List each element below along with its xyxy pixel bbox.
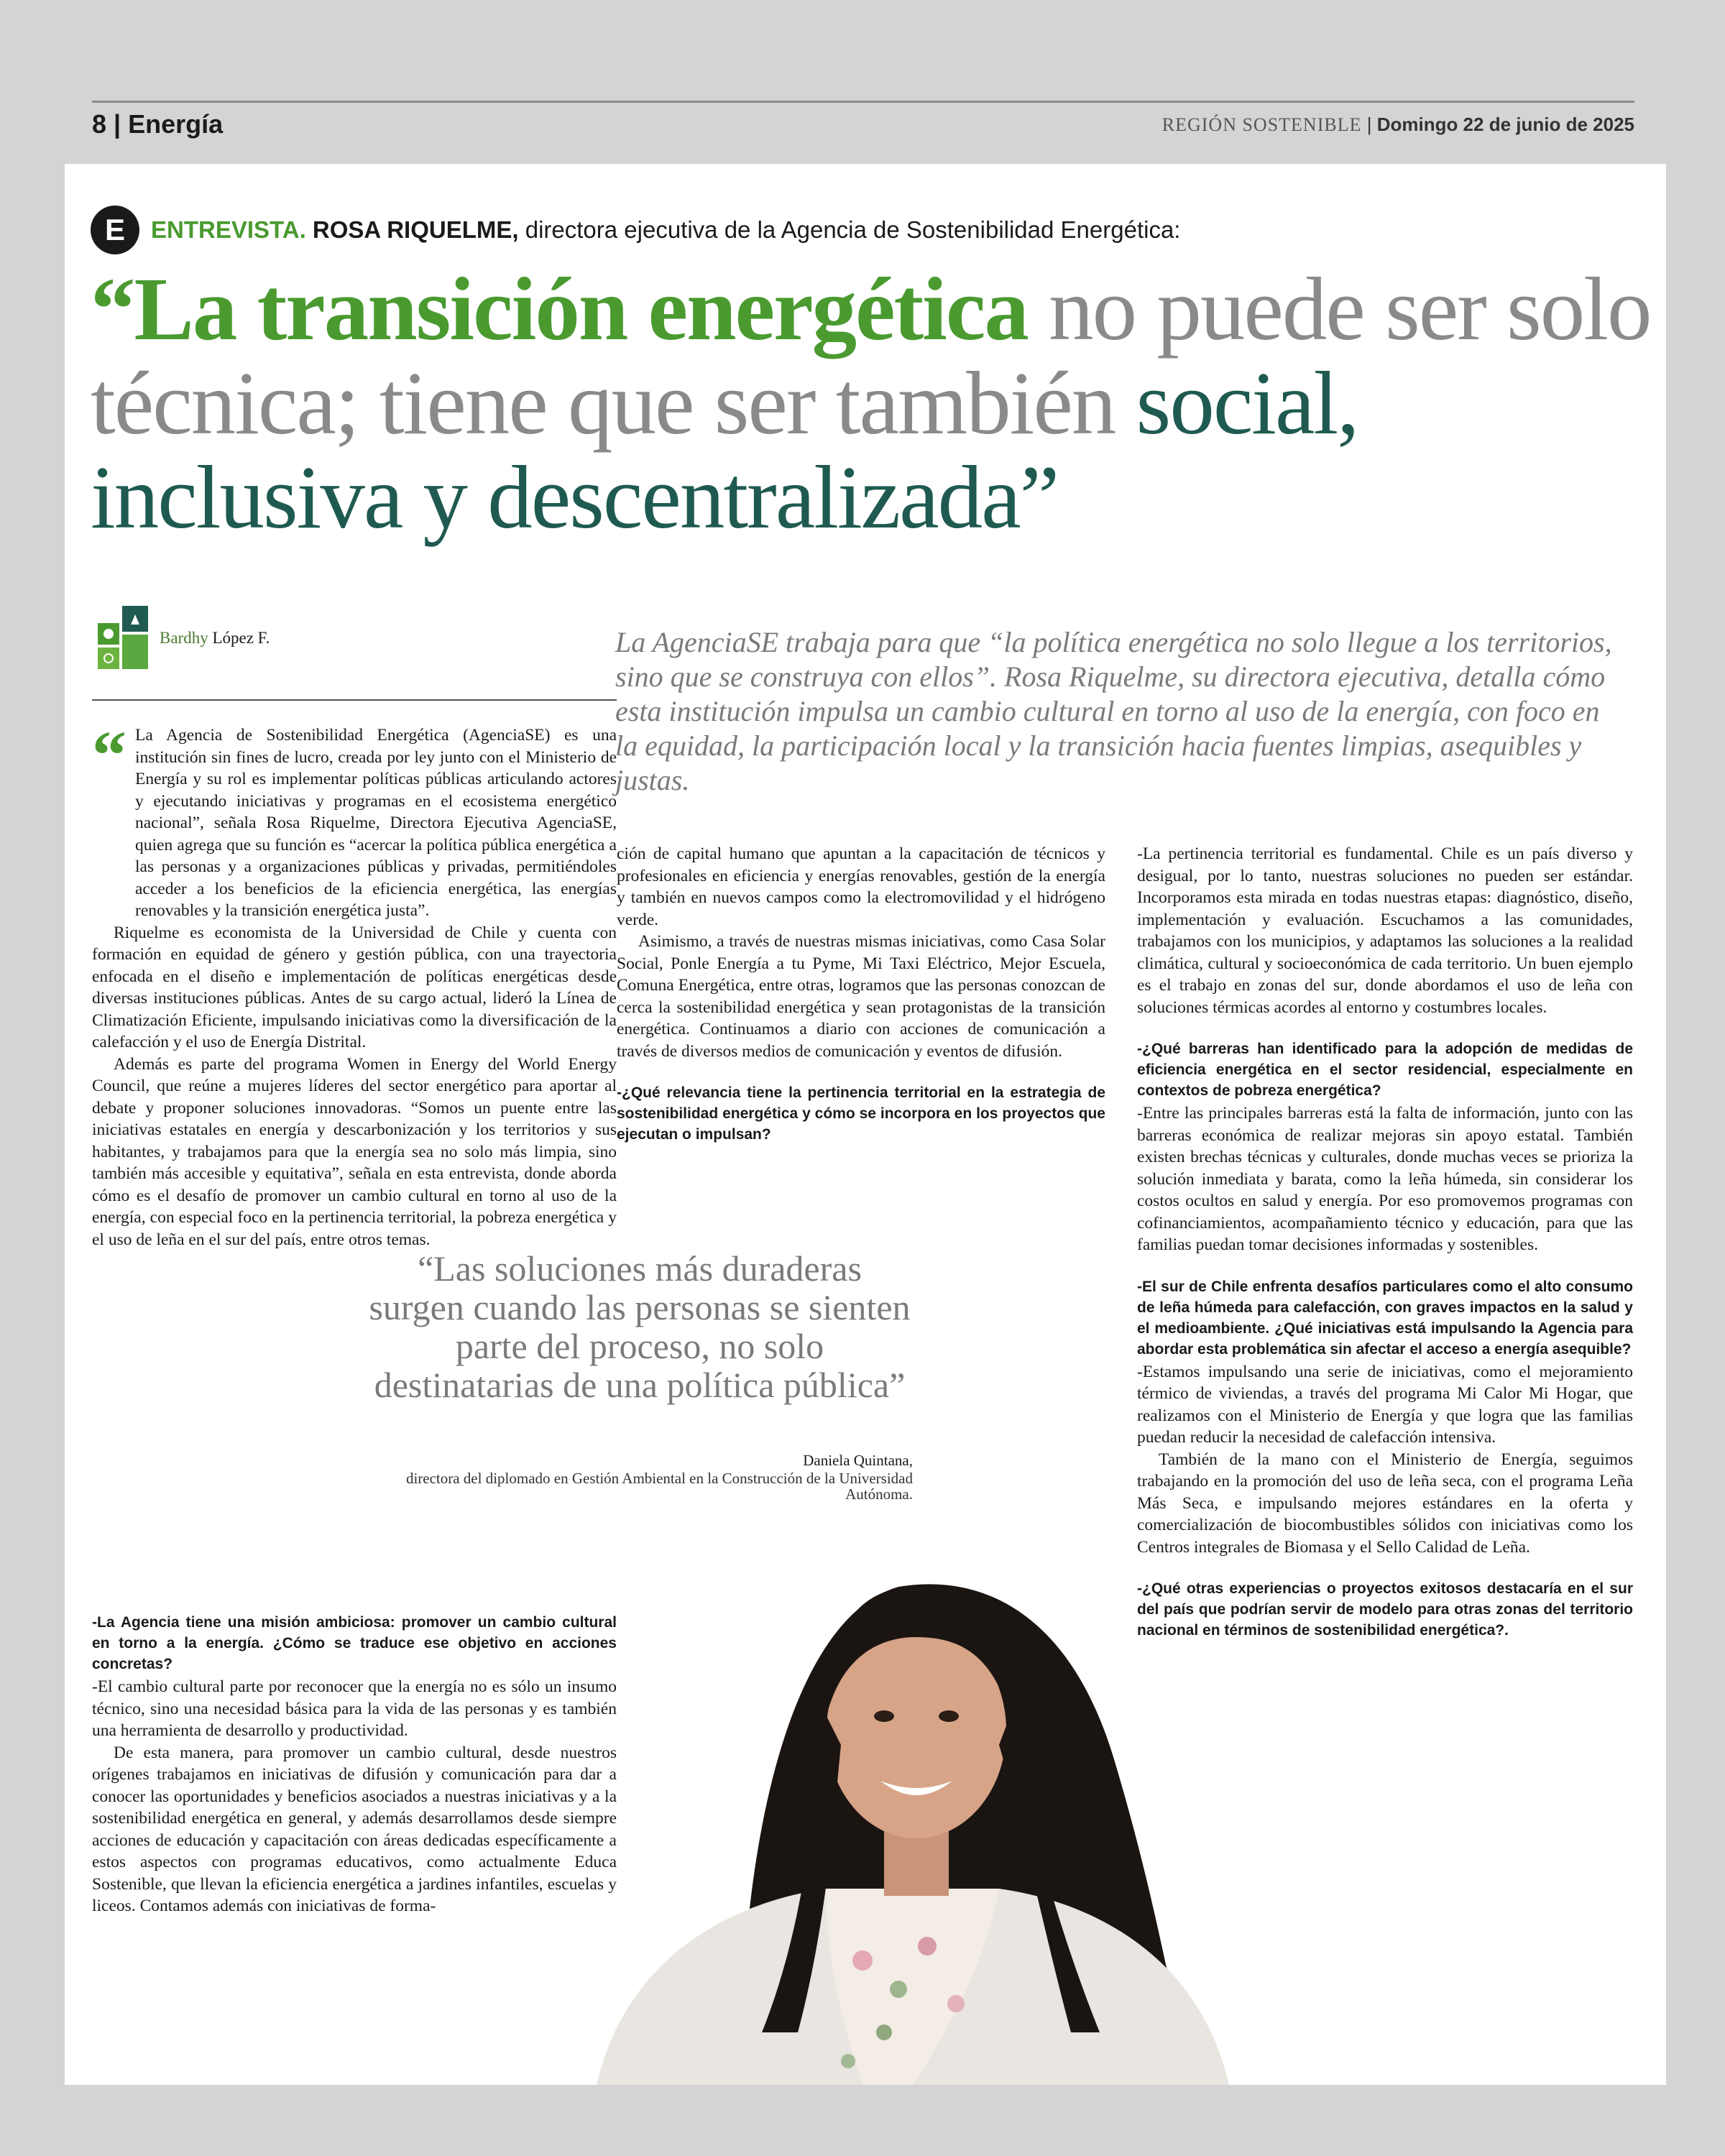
question-1: -La Agencia tiene una misión ambiciosa: promover un cambio cultural en torno a la energía. ¿Cómo se traduce ese objetivo en acciones concretas? [92, 1614, 617, 1672]
answer-4: -Estamos impulsando una serie de iniciativas, como el mejoramiento térmico de viviendas, a través del programa Mi Calor Mi Hogar, que realizamos con el Ministerio de Energía y que logra que las familias puedan reducir la necesidad de calefacción intensiva. [1137, 1362, 1633, 1447]
article-page [65, 164, 1666, 2085]
women-in-energy-paragraph: Además es parte del programa Women in Energy del World Energy Council, que reúne a mujeres líderes del sector energético para aportar al debate y proponer soluciones innovadoras. “Somos un puente entre las iniciativas estatales en energía y descarbonización y los territorios y sus habitantes, y trabajamos para que la energía sea no solo más limpia, sino también más accesible y equitativa”, señala en esta entrevista, donde aborda cómo es el desafío de promover un cambio cultural en torno al uso de la energía, con especial foco en la pertinencia territorial, la pobreza energética y el uso de leña en el sur del país, entre otros temas. [92, 1054, 617, 1249]
kicker-e-badge-icon: E [91, 206, 139, 254]
quote-mark-icon: “ [92, 717, 126, 793]
kicker-text [151, 216, 1180, 244]
author-last: López F. [212, 629, 270, 647]
question-2: -¿Qué relevancia tiene la pertinencia territorial en la estrategia de sostenibilidad energética y cómo se incorpora en los proyectos que ejecutan o impulsan? [617, 1084, 1105, 1143]
column-1 [92, 724, 617, 1250]
answer-4-cont: También de la mano con el Ministerio de Energía, seguimos trabajando en la promoción del uso de leña seca, con el programa Leña Más Seca, e impulsando mejores estándares en la oferta y comercialización de biocombustibles sólidos con iniciativas como los Centros integrales de Biomasa y el Sello Calidad de Leña. [1137, 1450, 1633, 1557]
author-first: Bardhy [160, 629, 208, 647]
answer-2: -La pertinencia territorial es fundamental. Chile es un país diverso y desigual, por lo tanto, nuestras soluciones no pueden ser estándar. Incorporamos esta mirada en todas nuestras etapas: diagnóstico, diseño, implementación y evaluación. Escuchamos a las comunidades, trabajamos con los municipios, y adaptamos las soluciones a la realidad climática, cultural y socioeconómica de cada territorio. Un buen ejemplo es el trabajo en zonas del sur, donde abordamos el uso de leña con soluciones térmicas acordes al entorno y costumbres locales. [1137, 844, 1633, 1017]
kicker [91, 206, 1180, 254]
kicker-role: directora ejecutiva de la Agencia de Sostenibilidad Energética: [525, 216, 1181, 243]
column-2 [617, 843, 1105, 1146]
byline-rule [92, 699, 617, 701]
pull-quote: “Las soluciones más duraderas surgen cuando las personas se sienten parte del proceso, no solo destinatarias de una política pública” [369, 1248, 911, 1405]
answer-3: -Entre las principales barreras está la falta de información, junto con las barreras económica de realizar mejoras sin apoyo estatal. También existen brechas técnicas y culturales, donde muchas veces se prioriza la solución inmediata y barata, como la leña húmeda, sin considerar los costos ocultos en salud y energía. Por eso promovemos programas con cofinanciamientos, acompañamiento técnico y educación, para que las familias puedan tomar decisiones informadas y sostenibles. [1137, 1104, 1633, 1254]
author-name [160, 629, 270, 648]
section-name: Energía [128, 109, 224, 139]
standfirst: La AgenciaSE trabaja para que “la política energética no solo llegue a los territorios, sino que se construya con ellos”. Rosa Riquelme, su directora ejecutiva, detalla cómo esta institución impulsa un cambio cultural en torno al uso de la energía, con foco en la equidad, la participación local y la transición hacia fuentes limpias, asequibles y justas. [615, 626, 1612, 796]
agency-logo-icon [98, 606, 150, 671]
pull-quote-attribution-name: Daniela Quintana, [803, 1452, 913, 1469]
header-rule [92, 101, 1634, 103]
byline [98, 606, 270, 671]
initiatives-paragraph: Asimismo, a través de nuestras mismas iniciativas, como Casa Solar Social, Ponle Energía a tu Pyme, Mi Taxi Eléctrico, Mejor Escuela, Comuna Energética, entre otras, logramos que las personas conozcan de cerca la sostenibilidad energética y sean protagonistas de la transición energética. Continuamos a diario con acciones de comunicación a través de diversos medios de comunicación y eventos de difusión. [617, 932, 1105, 1061]
answer-1-end: ción de capital humano que apuntan a la capacitación de técnicos y profesionales en eficiencia y energías renovables, gestión de la energía y también en nuevos campos como la electromovilidad y el hidrógeno verde. [617, 844, 1105, 929]
page-number: 8 [92, 109, 107, 139]
headline-end: social, inclusiva y descentralizada” [91, 354, 1358, 548]
portrait-photo [525, 1314, 1265, 2085]
question-4: -El sur de Chile enfrenta desafíos particulares como el alto consumo de leña húmeda para calefacción, con graves impactos en la salud y el medioambiente. ¿Qué iniciativas está impulsando la Agencia para abordar esta problemática sin afectar el acceso a energía asequible? [1137, 1278, 1633, 1358]
bio-paragraph: Riquelme es economista de la Universidad de Chile y cuenta con formación en equidad de género y gestión pública, con una trayectoria enfocada en el diseño e implementación de políticas energéticas desde diversas instituciones públicas. Antes de su cargo actual, lideró la Línea de Climatización Eficiente, impulsando iniciativas como la diversificación de la calefacción y el uso de Energía Distrital. [92, 923, 617, 1051]
header-separator-2: | [1361, 114, 1377, 135]
pull-quote-attribution-role: directora del diplomado en Gestión Ambiental en la Construcción de la Universidad Autónoma. [405, 1470, 913, 1503]
answer-1-cont: De esta manera, para promover un cambio cultural, desde nuestros orígenes trabajamos en iniciativas de difusión y comunicación para dar a conocer las oportunidades y beneficios asociados a nuestras iniciativas y a la sostenibilidad energética en general, y además desarrollamos desde siempre acciones de educación y capacitación con áreas dedicadas específicamente a estos aspectos con programas educativos, como actualmente Educa Sostenible, que llevan la eficiencia energética a jardines infantiles, escuelas y liceos. Contamos además con iniciativas de forma- [92, 1743, 617, 1915]
intro-paragraph: La Agencia de Sostenibilidad Energética (AgenciaSE) es una institución sin fines de lucro, creada por ley junto con el Ministerio de Energía y su rol es implementar políticas públicas articulando actores y ejecutando iniciativas y programas en el ecosistema energético nacional”, señala Rosa Riquelme, Directora Ejecutiva AgenciaSE, quien agrega que su función es “acercar la política pública energética a las personas y a organizaciones públicas y privadas, permitiéndoles acceder a los beneficios de la eficiencia energética, las energías renovables y la transición energética justa”. [135, 726, 617, 920]
kicker-name: ROSA RIQUELME, [312, 216, 519, 243]
issue-date: Domingo 22 de junio de 2025 [1376, 114, 1634, 135]
publication-name: REGIÓN SOSTENIBLE [1162, 114, 1362, 135]
page-header-publication [1162, 114, 1634, 136]
headline-highlight: “La transición energética [91, 260, 1028, 359]
question-5: -¿Qué otras experiencias o proyectos exitosos destacaría en el sur del país que podrían servir de modelo para otras zonas del territorio nacional en términos de sostenibilidad energética?. [1137, 1580, 1633, 1639]
headline-middle: no puede ser solo técnica; tiene que ser también [91, 260, 1651, 453]
page-header-section [92, 109, 223, 139]
header-separator: | [114, 109, 129, 139]
headline [91, 260, 1657, 548]
question-3: -¿Qué barreras han identificado para la adopción de medidas de eficiencia energética en el sector residencial, especialmente en contextos de pobreza energética? [1137, 1041, 1633, 1099]
kicker-tag: ENTREVISTA. [151, 216, 306, 243]
answer-1: -El cambio cultural parte por reconocer que la energía no es sólo un insumo técnico, sino una necesidad básica para la vida de las personas y es también una herramienta de desarrollo y productividad. [92, 1677, 617, 1740]
